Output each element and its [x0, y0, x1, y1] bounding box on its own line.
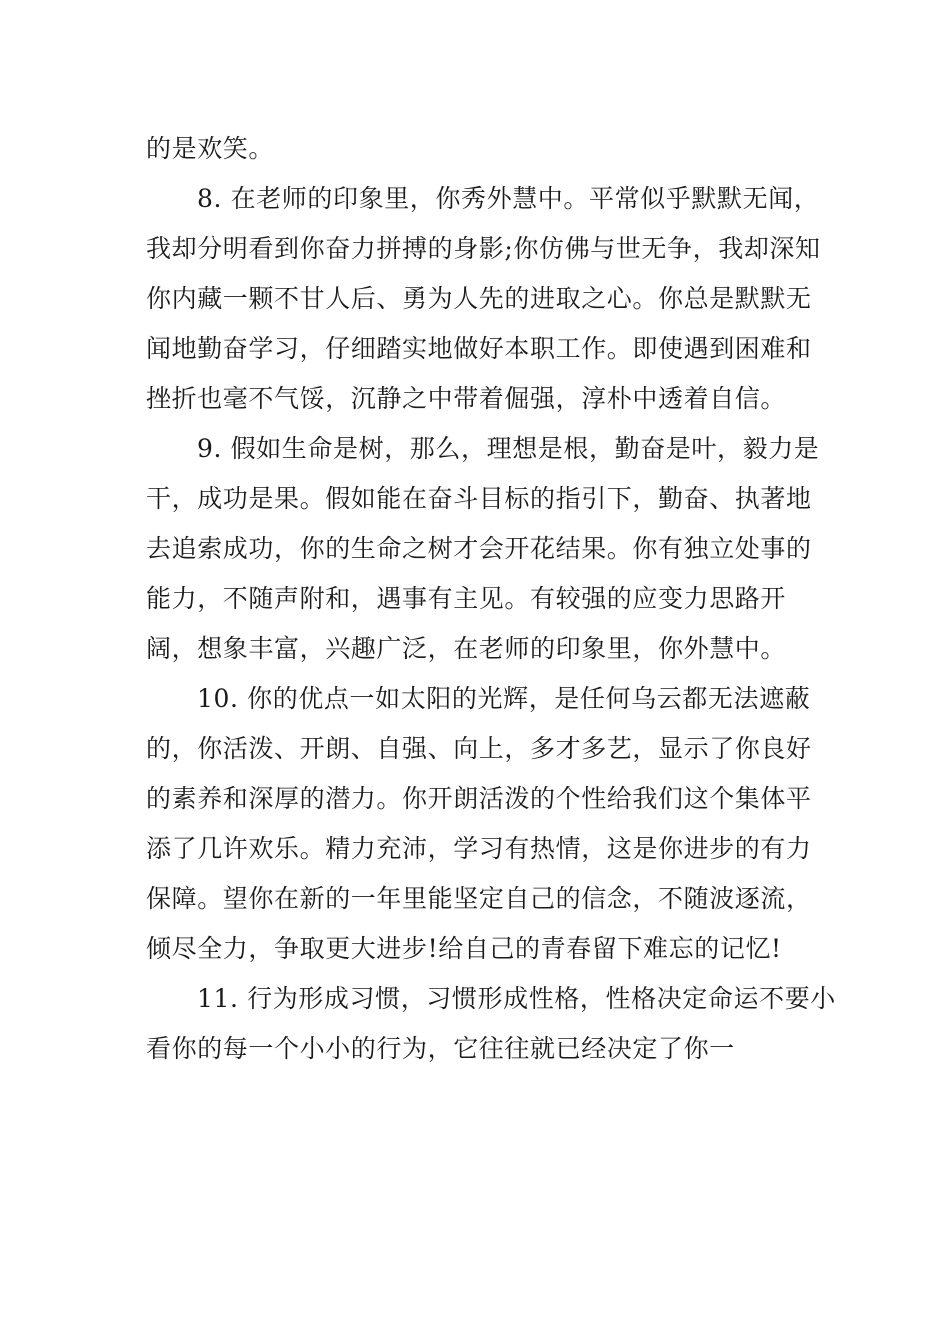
paragraph-item-9: 9. 假如生命是树，那么，理想是根，勤奋是叶，毅力是干，成功是果。假如能在奋斗目标的指引下，勤奋、执著地去追索成功，你的生命之树才会开花结果。你有独立处事的能力，不随声附和，遇事有主见。有较强的应变力思路开阔，想象丰富，兴趣广泛，在老师的印象里，你外慧中。	[146, 434, 820, 663]
paragraph-item-11: 11. 行为形成习惯，习惯形成性格，性格决定命运不要小看你的每一个小小的行为，它往往就已经决定了你一	[146, 984, 836, 1063]
document-body	[146, 124, 836, 1074]
paragraph-item-8: 8. 在老师的印象里，你秀外慧中。平常似乎默默无闻，我却分明看到你奋力拼搏的身影;你仿佛与世无争，我却深知你内藏一颗不甘人后、勇为人先的进取之心。你总是默默无闻地勤奋学习，仔细踏实地做好本职工作。即使遇到困难和挫折也毫不气馁，沉静之中带着倔强，淳朴中透着自信。	[146, 184, 821, 413]
paragraph-item-10: 10. 你的优点一如太阳的光辉，是任何乌云都无法遮蔽的，你活泼、开朗、自强、向上，多才多艺，显示了你良好的素养和深厚的潜力。你开朗活泼的个性给我们这个集体平添了几许欢乐。精力充沛，学习有热情，这是你进步的有力保障。望你在新的一年里能坚定自己的信念，不随波逐流，倾尽全力，争取更大进步!给自己的青春留下难忘的记忆!	[146, 684, 812, 963]
paragraph-continuation: 的是欢笑。	[146, 134, 275, 163]
